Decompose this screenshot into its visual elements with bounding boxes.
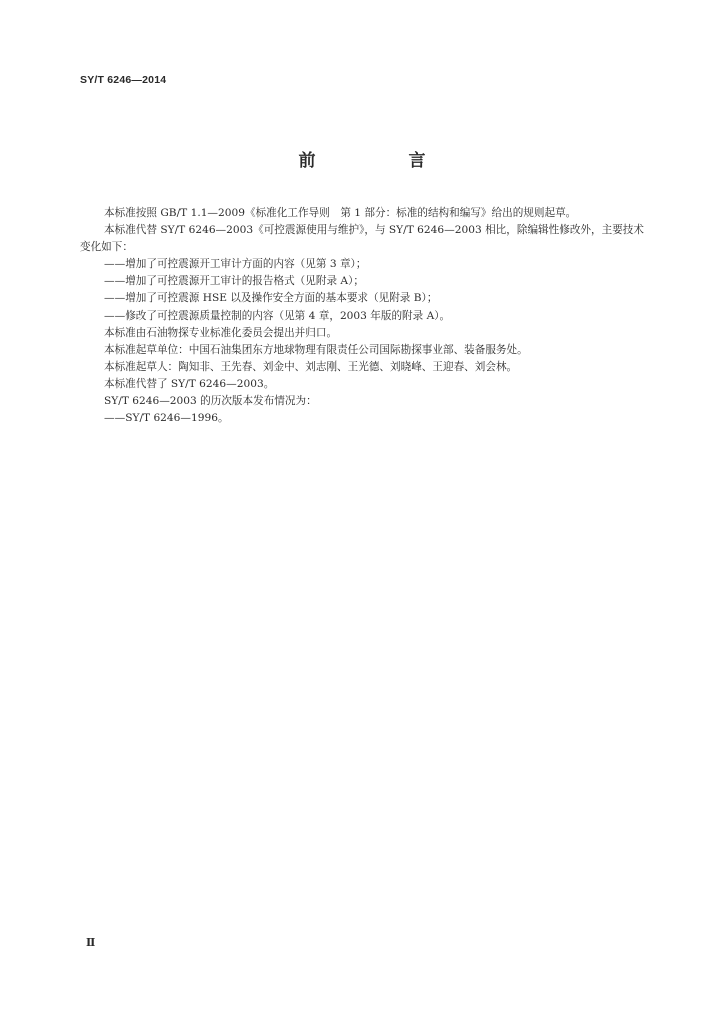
paragraph-replacement: 本标准代替 SY/T 6246—2003《可控震源使用与维护》，与 SY/T 6246—2003 相比，除编辑性修改外，主要技术变化如下： [80, 224, 644, 254]
paragraph-history: SY/T 6246—2003 的历次版本发布情况为： [104, 395, 317, 408]
page-title: 前 言 [298, 151, 464, 171]
paragraph-proposer: 本标准由石油物探专业标准化委员会提出并归口。 [104, 326, 338, 339]
list-item-change-3: ——增加了可控震源 HSE 以及操作安全方面的基本要求（见附录 B）； [104, 292, 438, 305]
list-item-history-1: ——SY/T 6246—1996。 [104, 412, 229, 425]
paragraph-drafting-units: 本标准起草单位：中国石油集团东方地球物理有限责任公司国际勘探事业部、装备服务处。 [104, 343, 528, 356]
paragraph-drafting-rules: 本标准按照 GB/T 1.1—2009《标准化工作导则 第 1 部分：标准的结构和编写》给出的规则起草。 [104, 207, 577, 219]
paragraph-drafters: 本标准起草人：陶知非、王先春、刘金中、刘志刚、王光德、刘晓峰、王迎春、刘会林。 [104, 360, 518, 373]
paragraph-supersedes: 本标准代替了 SY/T 6246—2003。 [104, 377, 275, 390]
list-item-change-2: ——增加了可控震源开工审计的报告格式（见附录 A）； [104, 275, 364, 288]
page-number: Ⅱ [86, 937, 96, 949]
list-item-change-4: ——修改了可控震源质量控制的内容（见第 4 章，2003 年版的附录 A）。 [104, 309, 451, 322]
list-item-change-1: ——增加了可控震源开工审计方面的内容（见第 3 章）； [104, 258, 367, 271]
foreword-body [80, 205, 644, 427]
standard-code: SY/T 6246—2014 [80, 74, 167, 86]
